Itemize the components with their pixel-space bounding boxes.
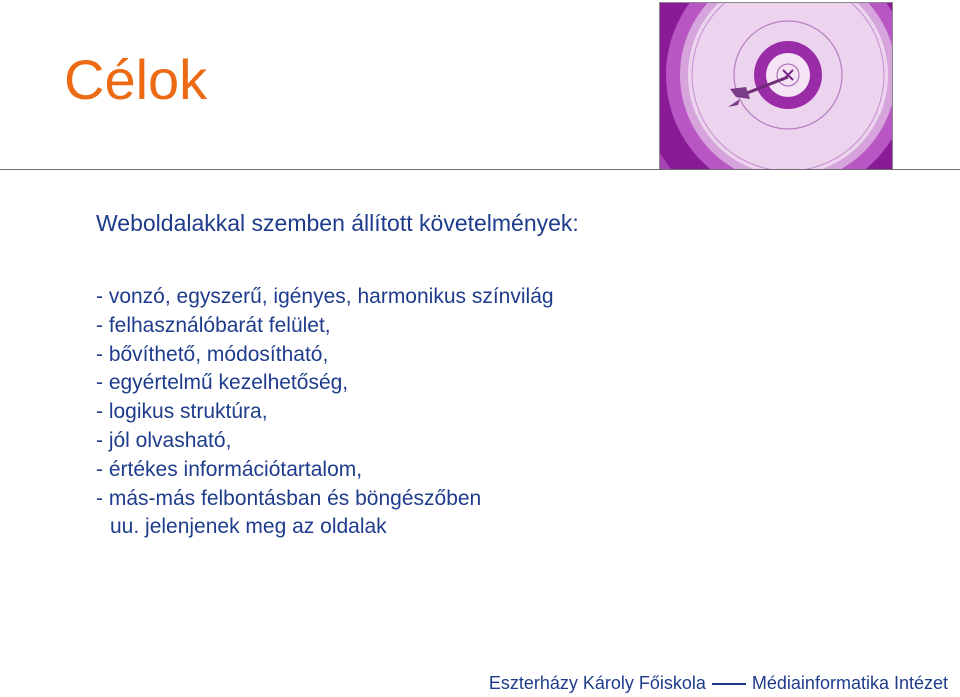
requirements-list (96, 283, 554, 542)
slide-title: Célok (64, 48, 208, 111)
footer-department: Médiainformatika Intézet (751, 673, 948, 693)
list-item: - felhasználóbarát felület, (96, 313, 331, 337)
slide-subtitle: Weboldalakkal szemben állított követelmények: (96, 210, 579, 236)
title-divider (0, 169, 960, 170)
dartboard-target-icon (660, 3, 892, 169)
list-item-continuation: uu. jelenjenek meg az oldalak (110, 515, 387, 539)
list-item: - egyértelmű kezelhetőség, (96, 371, 349, 395)
list-item: - logikus struktúra, (96, 400, 268, 424)
list-item: - jól olvasható, (96, 428, 232, 452)
footer-separator (712, 683, 746, 685)
target-image (659, 2, 893, 170)
list-item: - vonzó, egyszerű, igényes, harmonikus színvilág (96, 285, 554, 308)
list-item: - értékes információtartalom, (96, 457, 363, 481)
footer-institution: Eszterházy Károly Főiskola (488, 673, 706, 693)
list-item: - bővíthető, módosítható, (96, 342, 329, 366)
list-item: - más-más felbontásban és böngészőben (96, 486, 482, 510)
footer (489, 673, 948, 694)
